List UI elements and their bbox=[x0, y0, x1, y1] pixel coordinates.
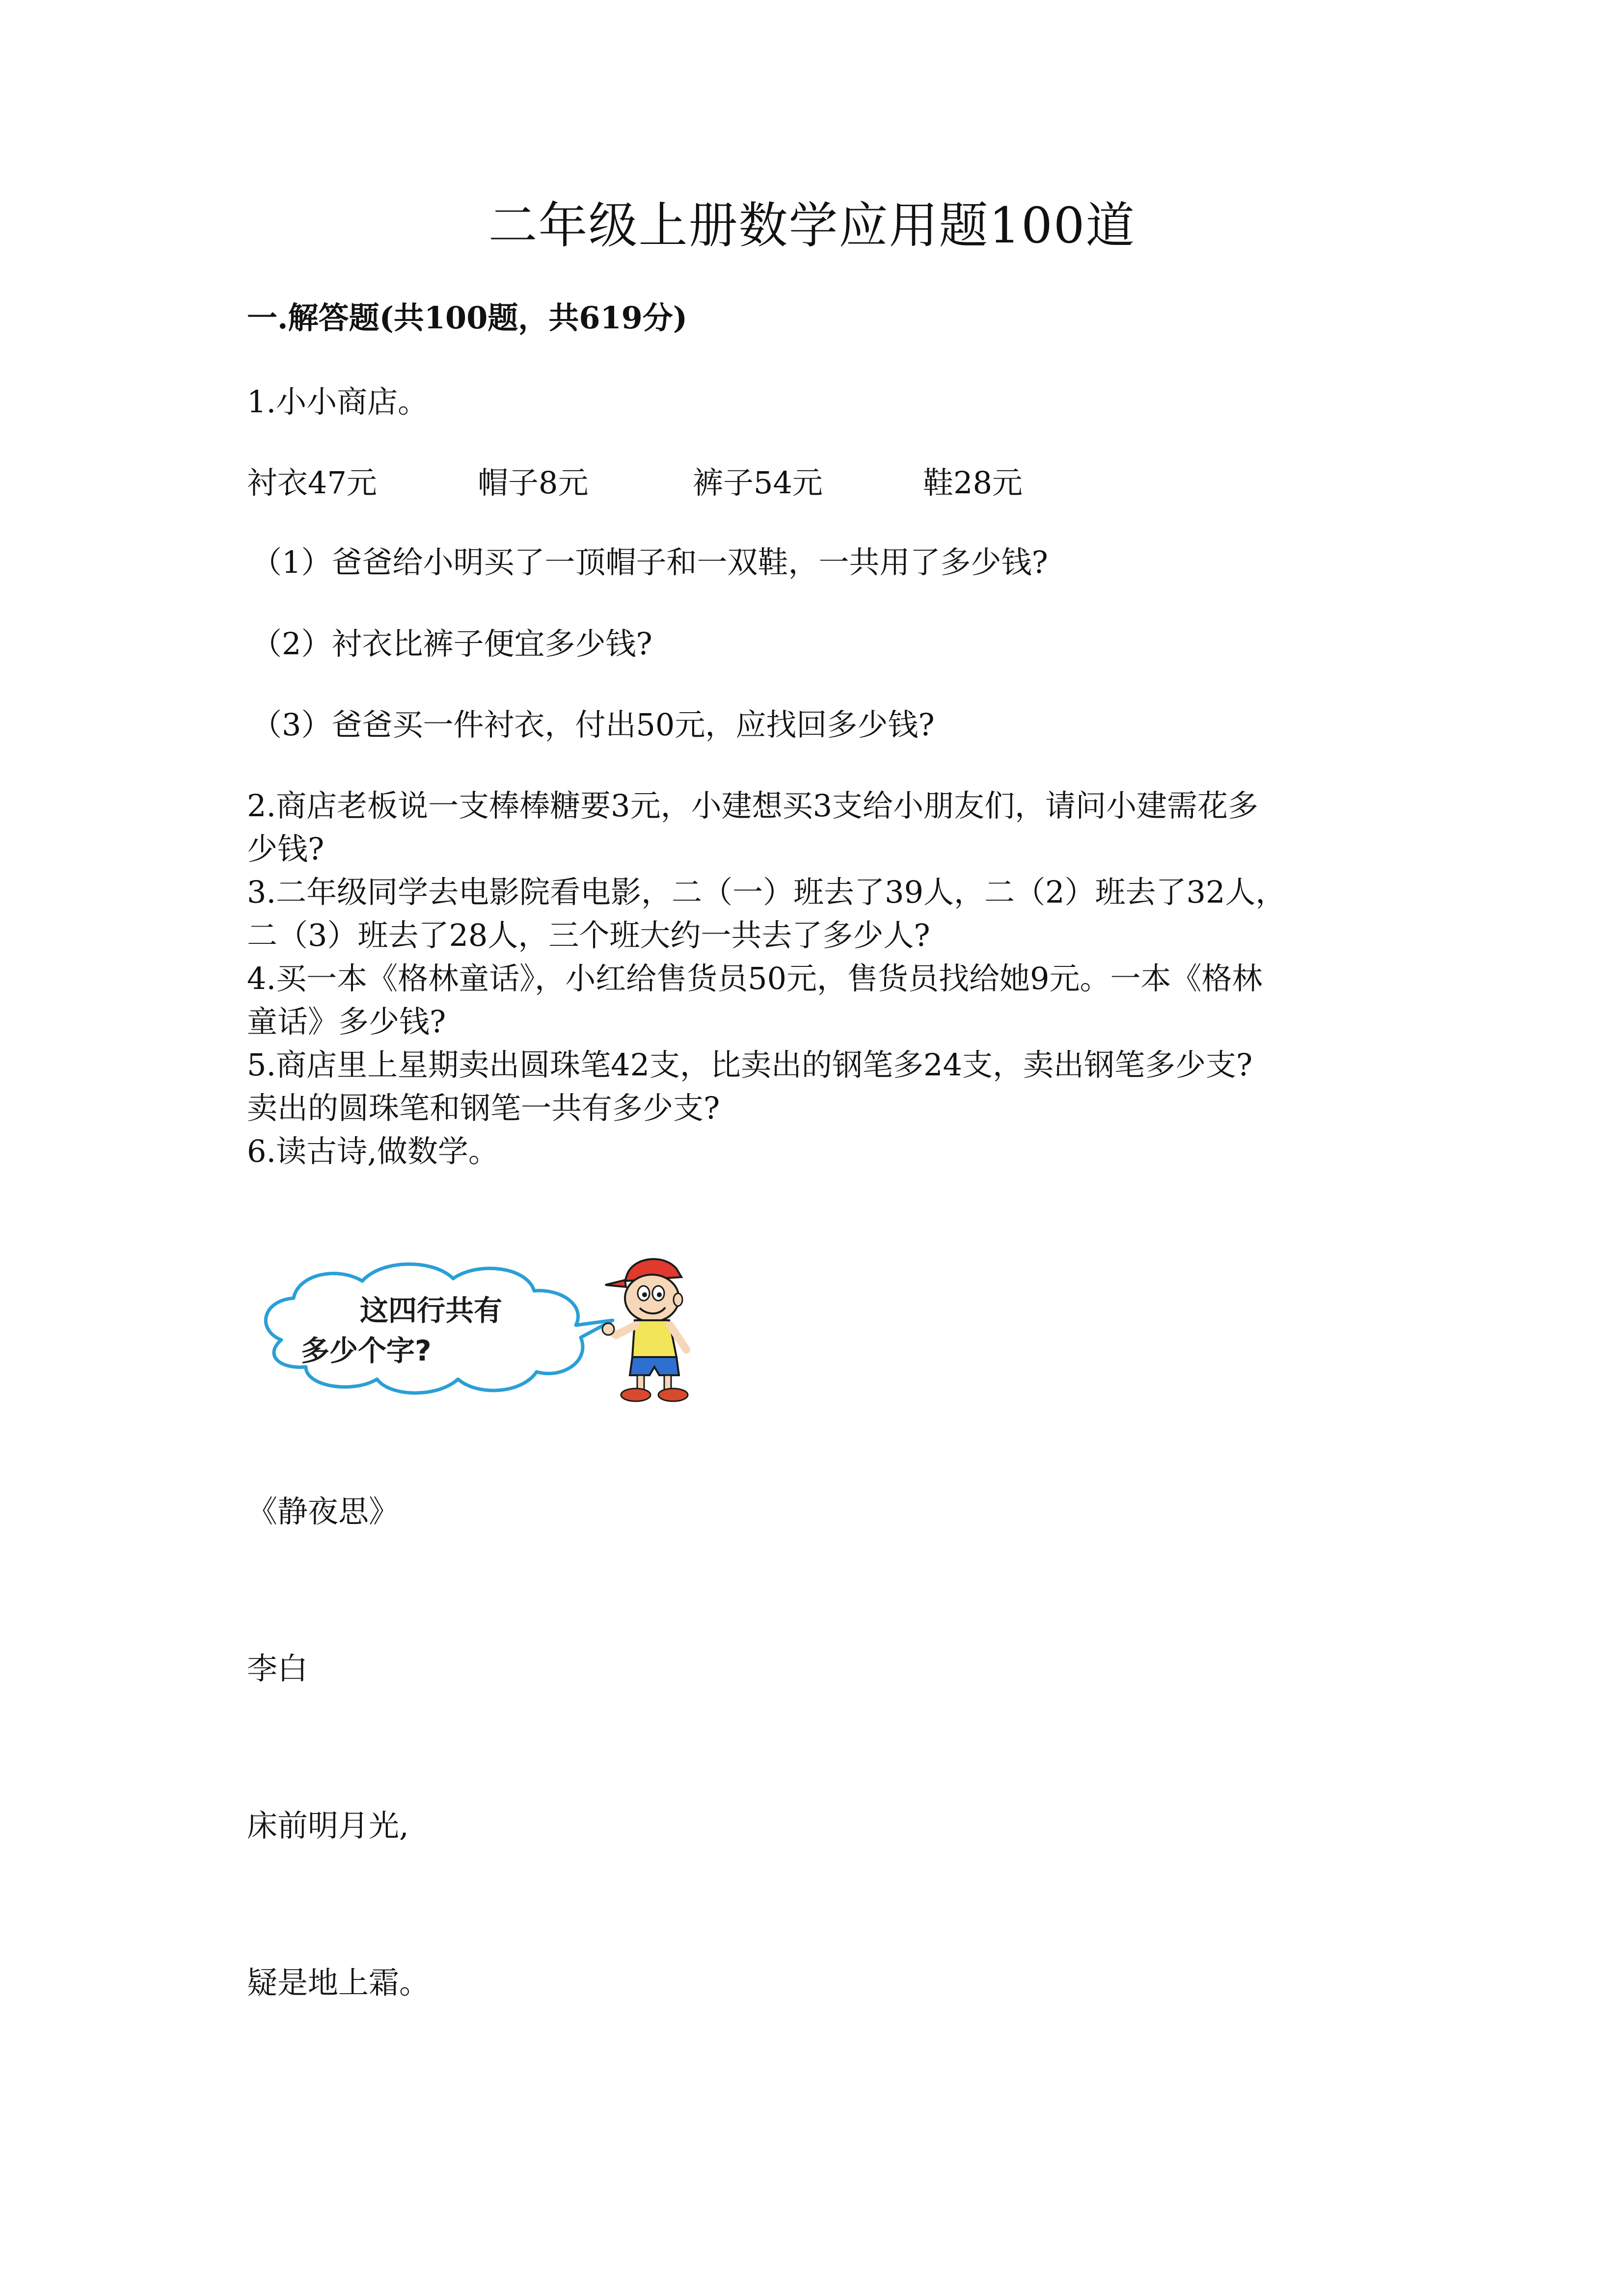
question-6-stem: 6.读古诗,做数学。 bbox=[247, 1133, 499, 1169]
price-shirt: 衬衣47元 bbox=[247, 465, 377, 501]
page-title: 二年级上册数学应用题100道 bbox=[488, 197, 1136, 254]
speech-bubble-line-1: 这四行共有 bbox=[360, 1294, 503, 1327]
poem-line-2: 疑是地上霜。 bbox=[247, 1965, 430, 2001]
speech-bubble-cloud bbox=[266, 1264, 613, 1393]
question-2-line-1: 2.商店老板说一支棒棒糖要3元，小建想买3支给小朋友们，请问小建需花多 bbox=[247, 788, 1259, 824]
question-4-line-2: 童话》多少钱? bbox=[247, 1004, 446, 1040]
price-shoes: 鞋28元 bbox=[923, 465, 1023, 501]
question-3-line-2: 二（3）班去了28人，三个班大约一共去了多少人? bbox=[247, 917, 930, 953]
price-list bbox=[247, 461, 1425, 505]
question-4-line-1: 4.买一本《格林童话》，小红给售货员50元，售货员找给她9元。一本《格林 bbox=[247, 961, 1263, 996]
question-5-line-1: 5.商店里上星期卖出圆珠笔42支，比卖出的钢笔多24支，卖出钢笔多少支? bbox=[247, 1047, 1253, 1083]
speech-bubble-line-2: 多少个字? bbox=[301, 1334, 432, 1367]
question-1-stem: 1.小小商店。 bbox=[247, 384, 429, 420]
question-5-line-2: 卖出的圆珠笔和钢笔一共有多少支? bbox=[247, 1090, 720, 1126]
speech-bubble-illustration bbox=[247, 1247, 718, 1414]
cartoon-boy-icon bbox=[602, 1259, 688, 1401]
question-1-part-3: （3）爸爸买一件衬衣，付出50元，应找回多少钱? bbox=[251, 707, 935, 743]
question-3-line-1: 3.二年级同学去电影院看电影，二（一）班去了39人，二（2）班去了32人， bbox=[247, 874, 1286, 910]
section-heading: 一.解答题(共100题，共619分) bbox=[247, 300, 688, 336]
price-pants: 裤子54元 bbox=[693, 465, 823, 501]
cartoon-figure bbox=[247, 1247, 718, 1414]
poem-title: 《静夜思》 bbox=[247, 1494, 400, 1529]
poem-line-1: 床前明月光, bbox=[247, 1808, 409, 1843]
question-1-part-2: （2）衬衣比裤子便宜多少钱? bbox=[251, 626, 652, 662]
price-hat: 帽子8元 bbox=[478, 465, 589, 501]
poem-author: 李白 bbox=[247, 1651, 308, 1686]
question-1-part-1: （1）爸爸给小明买了一顶帽子和一双鞋，一共用了多少钱? bbox=[251, 544, 1048, 580]
question-2-line-2: 少钱? bbox=[247, 831, 325, 867]
